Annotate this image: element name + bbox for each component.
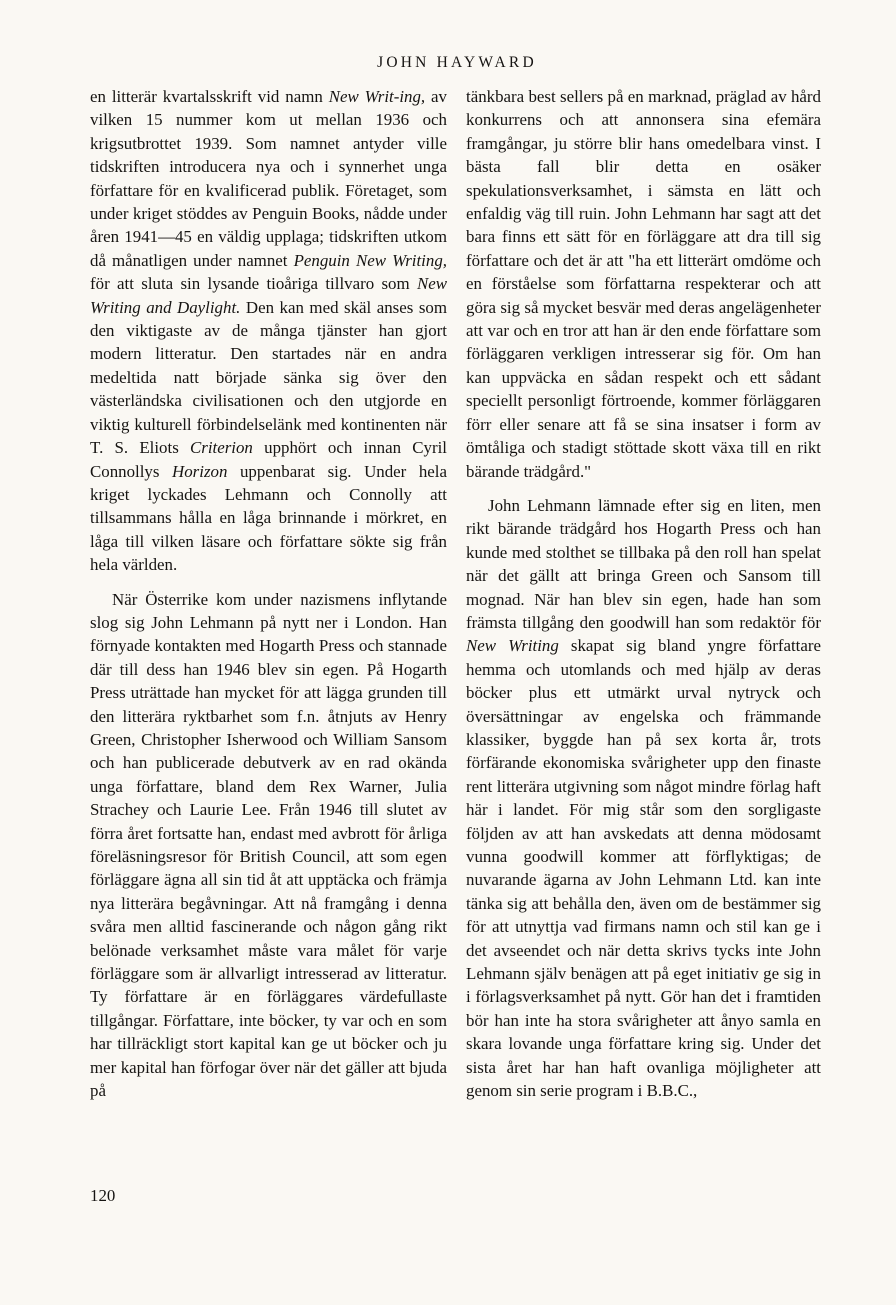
text-run: skapat sig bland yngre författare hemma och utomlands och med hjälp av deras böcker plus ett utmärkt urval nytryck och översättningar av engelska och främmande klassiker, byggde han på sex korta år, trots förfärande ekonomiska svårigheter upp den finaste rent litterära utgivning som något mindre förlag haft här i landet. För mig står som den sorgligaste följden av att han avskedats att denna mödosamt vunna goodwill kommer att förflyktigas; de nuvarande ägarna av John Lehmann Ltd. kan inte tänka sig att behålla den, även om de bestämmer sig för att utnyttja vad firmans namn och stil kan ge i det avseendet och när detta skrivs tycks inte John Lehmann själv benägen att på eget initiativ ge sig in i förlagsverksamhet på nytt. Gör han det i framtiden bör han inte ha stora svårigheter att ånyo samla en skara lovande unga författare kring sig. Under det sista året har han haft ovanliga möjligheter att genom sin serie program i B.B.C.,	[466, 636, 821, 1101]
text-run: uppenbarat sig. Under hela kriget lyckades Lehmann och Connolly att tillsammans hålla en låga brinnande i mörkret, en låga till vilken läsare och författare sökte sig från hela världen.	[90, 461, 447, 575]
running-title: JOHN HAYWARD	[377, 54, 537, 71]
italic-title: Horizon	[172, 461, 228, 481]
text-run: en litterär kvartalsskrift vid namn	[90, 87, 329, 106]
text-run: av vilken 15 nummer kom ut mellan 1936 och krigsutbrottet 1939. Som namnet antyder ville tidskriften introducera nya och i synnerhet unga författare för en kvalificerad publik. Företaget, som under kriget stöddes av Penguin Books, nådde under åren 1941—45 en väldig upplaga; tidskriften utkom då månatligen under namnet	[90, 87, 447, 270]
paragraph	[90, 85, 447, 577]
paragraph: tänkbara best sellers på en marknad, präglad av hård konkurrens och att annonsera sina efemära framgångar, ju större blir hans omedelbara vinst. I bästa fall blir detta en osäker spekulationsverksamhet, i sämsta en lätt och enfaldig väg till ruin. John Lehmann har sagt att det bara finns ett sätt för en förläggare att dra till sig författare och det är att "ha ett litterärt omdöme och en förståelse som författarna respekterar och att göra sig så mycket besvär med deras angelägenheter att var och en tror att han är den ende författare som förläggaren verkligen intresserar sig för. Om han kan uppväcka en sådan respekt och ett sådant speciellt personligt förtroende, kommer förläggaren förr eller senare att få se sina insatser i form av ömtåliga och stadigt stöttade skott växa till en rikt bärande trädgård."	[466, 87, 821, 481]
left-column	[90, 85, 447, 1102]
italic-title: New Writing and Daylight.	[90, 274, 447, 317]
text-run: för att sluta sin lysande tioåriga tillvaro som	[90, 274, 417, 294]
italic-title: Penguin New Writing,	[293, 250, 447, 270]
paragraph	[466, 494, 821, 1103]
text-run: Den kan med skäl anses som den viktigaste av de många tjänster han gjort modern litteratur. Den startades när en andra medeltida natt började sänka sig över den västerländska civilisationen och den utgjorde en viktig kulturell förbindelselänk med kontinenten när T. S. Eliots	[90, 297, 447, 458]
text-run: John Lehmann lämnade efter sig en liten, men rikt bärande trädgård hos Hogarth Press och han kunde med stolthet se tillbaka på den roll han spelat när det gällt att bringa Green och Sansom till mognad. När han blev sin egen, hade han som främsta tillgång den goodwill han som redaktör för	[466, 495, 821, 632]
text-run: upphört och innan Cyril Connollys	[90, 438, 447, 481]
running-header	[0, 54, 896, 72]
italic-title: New Writing	[466, 636, 559, 656]
italic-title: New Writ-ing,	[328, 87, 426, 106]
italic-title: Criterion	[190, 438, 253, 458]
page-number: 120	[90, 1186, 116, 1205]
paragraph: När Österrike kom under nazismens inflytande slog sig John Lehmann på nytt ner i London. Han förnyade kontakten med Hogarth Press och stannade där till dess han 1946 blev sin egen. På Hogarth Press uträttade han mycket för att lägga grunden till den litterära ryktbarhet som f.n. åtnjuts av Henry Green, Christopher Isherwood och William Sansom och han publicerade debutverk av en rad okända unga författare, bland dem Rex Warner, Julia Strachey och Laurie Lee. Från 1946 till slutet av förra året fortsatte han, endast med avbrott för årliga föreläsningsresor för British Council, att som egen förläggare ägna all sin tid åt att upptäcka och främja nya litterära begåvningar. Att nå framgång i denna svåra men alltid fascinerande och någon gång rikt belönade verksamhet måste vara målet för varje förläggare som är allvarligt intresserad av litteratur. Ty författare är en förläggares värdefullaste tillgångar. Författare, inte böcker, ty var och en som har tillräckligt stort kapital kan ge ut böcker och ju mer kapital han förfogar över när det gäller att bjuda på	[90, 589, 447, 1101]
right-column	[466, 85, 821, 1102]
